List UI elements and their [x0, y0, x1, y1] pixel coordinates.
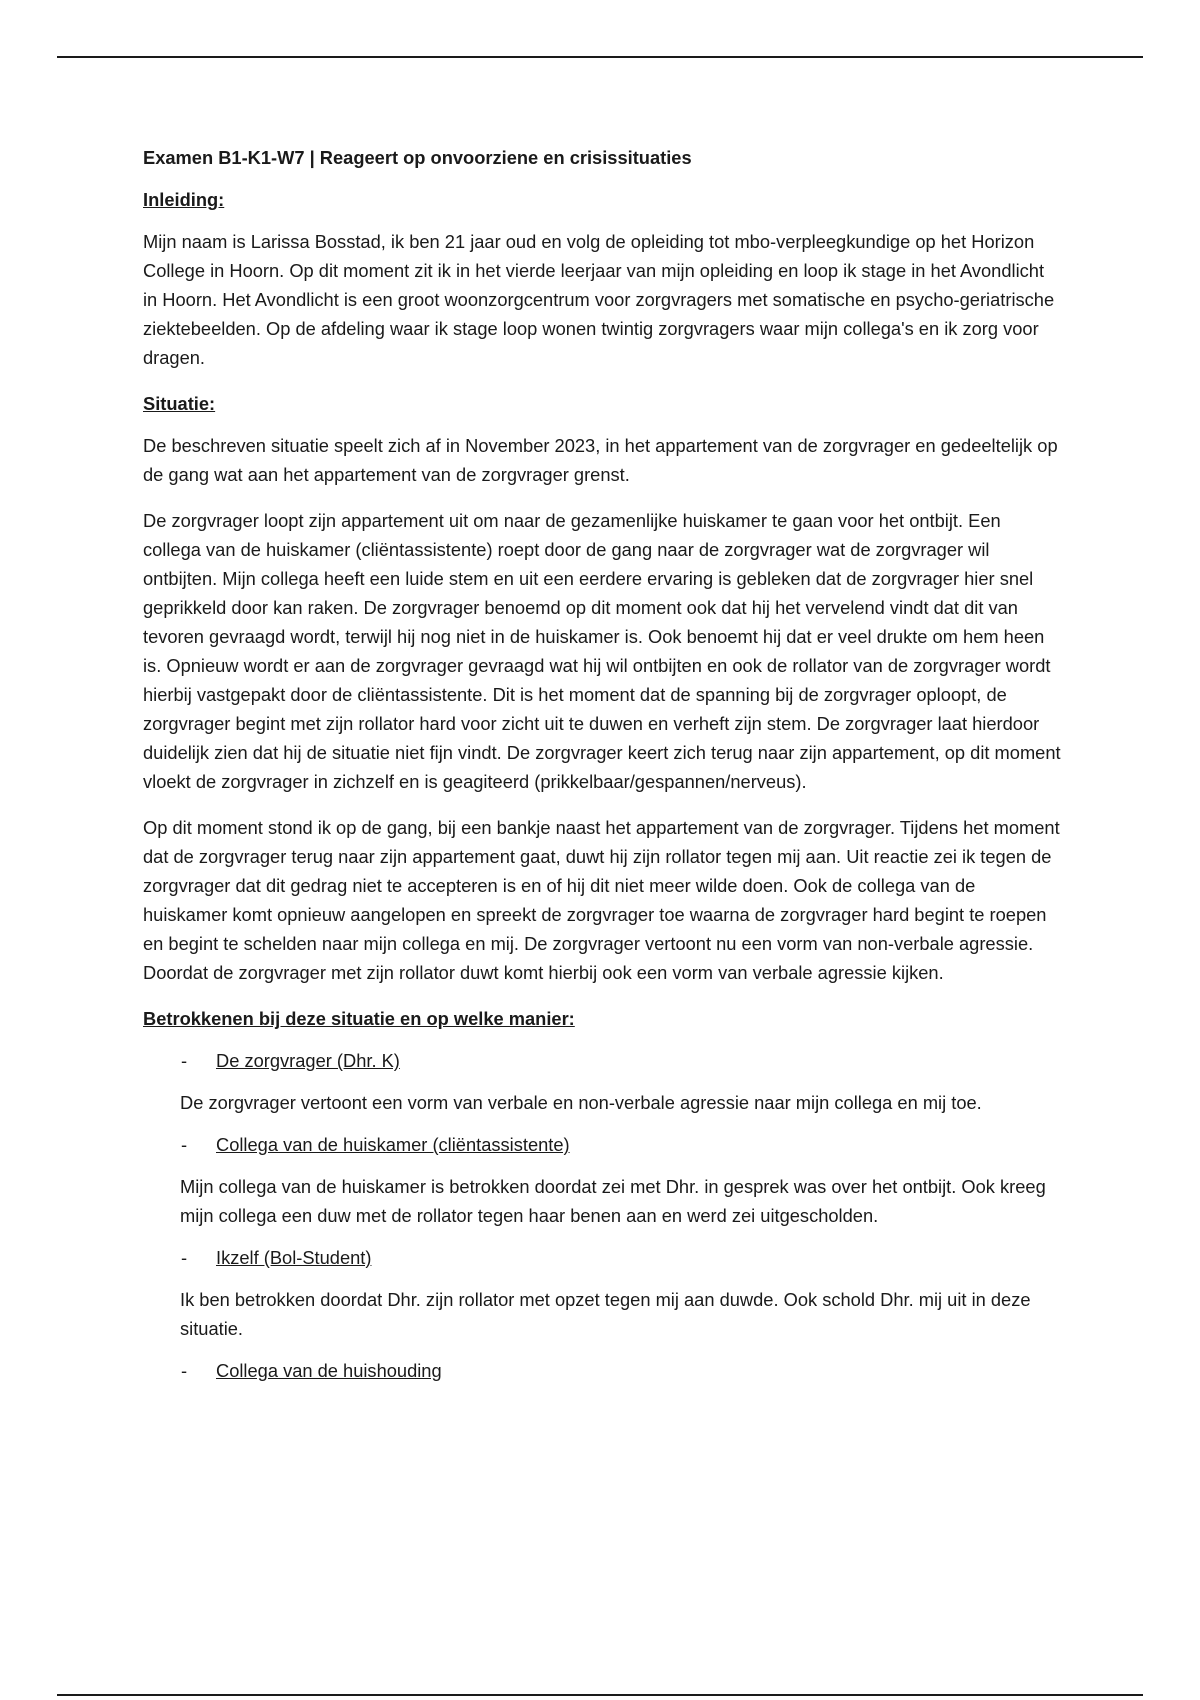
document-body [143, 143, 1063, 1398]
involved-item-living-room-colleague [143, 1130, 1063, 1159]
introduction-heading: Inleiding: [143, 189, 225, 210]
bullet-dash: - [181, 1050, 188, 1071]
involved-item-label: Collega van de huiskamer (cliëntassistente) [216, 1134, 570, 1155]
bullet-dash: - [181, 1247, 188, 1268]
involved-heading: Betrokkenen bij deze situatie en op welke manier: [143, 1008, 575, 1029]
top-divider [57, 56, 1143, 58]
involved-item-label: De zorgvrager (Dhr. K) [216, 1050, 400, 1071]
bullet-dash: - [181, 1360, 188, 1381]
situation-paragraph-3: Op dit moment stond ik op de gang, bij een bankje naast het appartement van de zorgvrager. Tijdens het moment dat de zorgvrager terug naar zijn appartement gaat, duwt hij zijn rollator tegen mij aan. Uit reactie zei ik tegen de zorgvrager dat dit gedrag niet te accepteren is en of hij dit niet meer wilde doen. Ook de collega van de huiskamer komt opnieuw aangelopen en spreekt de zorgvrager toe waarna de zorgvrager hard begint te roepen en begint te schelden naar mijn collega en mij. De zorgvrager vertoont nu een vorm van non-verbale agressie. Doordat de zorgvrager met zijn rollator duwt komt hierbij ook een vorm van verbale agressie kijken. [143, 817, 1060, 983]
introduction-paragraph: Mijn naam is Larissa Bosstad, ik ben 21 jaar oud en volg de opleiding tot mbo-verpleegkundige op het Horizon College in Hoorn. Op dit moment zit ik in het vierde leerjaar van mijn opleiding en loop ik stage in het Avondlicht in Hoorn. Het Avondlicht is een groot woonzorgcentrum voor zorgvragers met somatische en psycho-geriatrische ziektebeelden. Op de afdeling waar ik stage loop wonen twintig zorgvragers waar mijn collega's en ik zorg voor dragen. [143, 231, 1055, 368]
involved-item-housekeeping-colleague [143, 1356, 1063, 1385]
situation-paragraph-2: De zorgvrager loopt zijn appartement uit om naar de gezamenlijke huiskamer te gaan voor het ontbijt. Een collega van de huiskamer (cliëntassistente) roept door de gang naar de zorgvrager wat de zorgvrager wil ontbijten. Mijn collega heeft een luide stem en uit een eerdere ervaring is gebleken dat de zorgvrager hier snel geprikkeld door kan raken. De zorgvrager benoemd op dit moment ook dat hij het vervelend vindt dat dit van tevoren gevraagd wordt, terwijl hij nog niet in de huiskamer is. Ook benoemt hij dat er veel drukte om hem heen is. Opnieuw wordt er aan de zorgvrager gevraagd wat hij wil ontbijten en ook de rollator van de zorgvrager wordt hierbij vastgepakt door de cliëntassistente. Dit is het moment dat de spanning bij de zorgvrager oploopt, de zorgvrager begint met zijn rollator hard voor zicht uit te duwen en verheft zijn stem. De zorgvrager laat hierdoor duidelijk zien dat hij de situatie niet fijn vindt. De zorgvrager keert zich terug naar zijn appartement, op dit moment vloekt de zorgvrager in zichzelf en is geagiteerd (prikkelbaar/gespannen/nerveus). [143, 510, 1061, 792]
bullet-dash: - [181, 1134, 188, 1155]
involved-item-label: Collega van de huishouding [216, 1360, 442, 1381]
involved-item-text: Mijn collega van de huiskamer is betrokken doordat zei met Dhr. in gesprek was over het ontbijt. Ook kreeg mijn collega een duw met de rollator tegen haar benen aan en werd zei uitgescholden. [180, 1176, 1046, 1226]
involved-item-label: Ikzelf (Bol-Student) [216, 1247, 372, 1268]
involved-item-client [143, 1046, 1063, 1075]
situation-paragraph-1: De beschreven situatie speelt zich af in November 2023, in het appartement van de zorgvrager en gedeeltelijk op de gang wat aan het appartement van de zorgvrager grenst. [143, 435, 1058, 485]
bottom-divider [57, 1694, 1143, 1696]
document-title: Examen B1-K1-W7 | Reageert op onvoorziene en crisissituaties [143, 147, 692, 168]
involved-item-self [143, 1243, 1063, 1272]
involved-item-text: De zorgvrager vertoont een vorm van verbale en non-verbale agressie naar mijn collega en mij toe. [180, 1092, 982, 1113]
situation-heading: Situatie: [143, 393, 216, 414]
involved-item-text: Ik ben betrokken doordat Dhr. zijn rollator met opzet tegen mij aan duwde. Ook schold Dhr. mij uit in deze situatie. [180, 1289, 1031, 1339]
